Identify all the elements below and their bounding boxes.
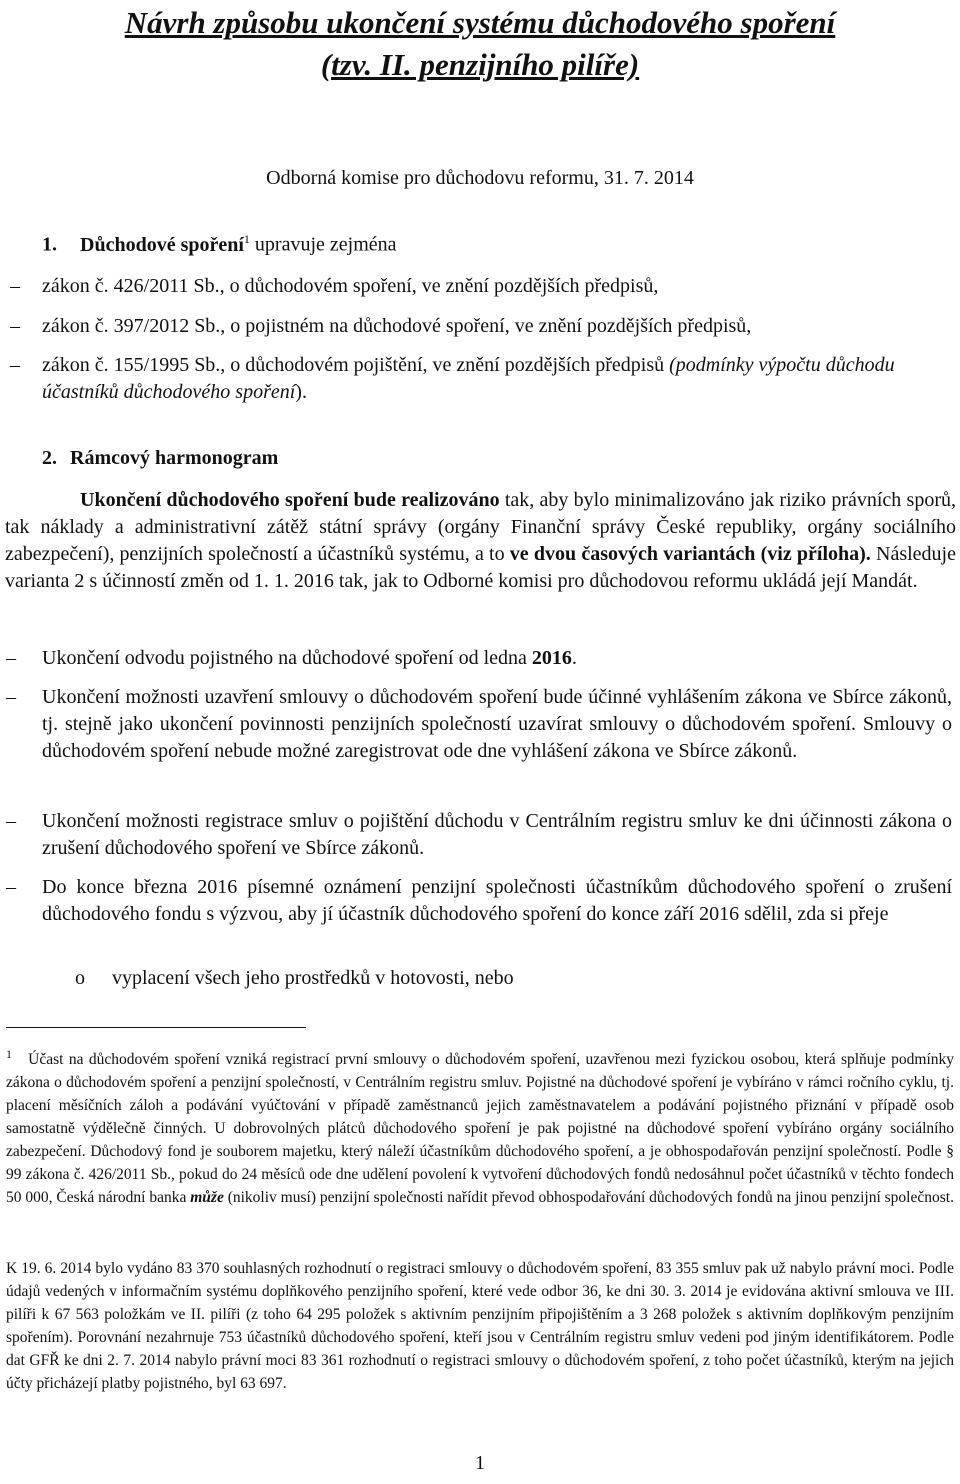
bullet-text: Ukončení možnosti uzavření smlouvy o důchodovém spoření bude účinné vyhlášením zákona ve Sbírce zákonů, tj. stejně jako ukončení povinnosti penzijních společností uzavírat smlouvy o důchodovém spoření. Smlouvy o důchodovém spoření nebude možné zaregistrovat ode dne vyhlášení zákona ve Sbírce zákonů.	[42, 686, 952, 762]
section-1-title: Důchodové spoření	[80, 233, 244, 256]
footnote-separator	[6, 1027, 306, 1028]
bullet-text: Ukončení možnosti registrace smluv o pojištění důchodu v Centrálním registru smluv ke dni účinnosti zákona o zrušení důchodového spoření ve Sbírce zákonů.	[42, 810, 952, 859]
title-line-1: Návrh způsobu ukončení systému důchodového spoření	[124, 5, 836, 40]
footnote-ref-1: 1	[243, 232, 250, 246]
law-item-2: – zákon č. 397/2012 Sb., o pojistném na důchodové spoření, ve znění pozdějších předpisů,	[10, 313, 950, 340]
sub-bullet-marker: o	[75, 967, 85, 989]
section-1-number: 1.	[42, 233, 57, 256]
section-2-number: 2.	[42, 447, 57, 469]
footnote-1-paragraph-1: $^1$ Účast na důchodovém spoření vzniká registrací první smlouvy o důchodovém spoření, uzavřenou mezi fyzickou osobou, která splňuje podmínky zákona o důchodovém spoření a penzijní společností, v Centrálním registru smluv. Pojistné na důchodové spoření je vybíráno v rámci ročního cyklu, tj. placení měsíčních záloh a podávání vyúčtování v případě zaměstnanců jejich zaměstnavatelem a podávání pojistného přiznání v případě osob samostatně výdělečně činných. U dobrovolných plátců důchodového spoření je pak pojistné na důchodové spoření vybíráno orgány sociálního zabezpečení. Důchodový fond je souborem majetku, který náleží účastníkům důchodového spoření, a je obhospodařován penzijní společností. Podle § 99 zákona č. 426/2011 Sb., pokud do 24 měsíců ode dne udělení povolení k vytvoření důchodových fondů nedosáhnul počet účastníků v těchto fondech 50 000, Česká národní banka může (nikoliv musí) penzijní společnosti nařídit převod obhospodařování důchodových fondů na jinou penzijní společnost.	[6, 1047, 954, 1207]
law-item-text: zákon č. 155/1995 Sb., o důchodovém pojištění, ve znění pozdějších předpisů	[42, 354, 665, 376]
bullet-item-1: – Ukončení odvodu pojistného na důchodové spoření od ledna 2016.	[6, 647, 577, 669]
section-2-title: Rámcový harmonogram	[70, 447, 279, 469]
document-title	[20, 2, 940, 86]
section-1-heading	[42, 232, 397, 257]
body-paragraph: Ukončení důchodového spoření bude realizováno tak, aby bylo minimalizováno jak riziko právních sporů, tak náklady a administrativní zátěž státní správy (orgány Finanční správy České republiky, orgány sociálního zabezpečení), penzijních společností a účastníků systému, a to ve dvou časových variantách (viz příloha). Následuje varianta 2 s účinností změn od 1. 1. 2016 tak, jak to Odborné komisi pro důchodovou reformu ukládá její Mandát.	[5, 489, 956, 592]
bullet-text: Do konce března 2016 písemné oznámení penzijní společnosti účastníkům důchodového spoření o zrušení důchodového fondu s výzvou, aby jí účastník důchodového spoření do konce září 2016 sdělil, zda si přeje	[42, 876, 952, 925]
footnote-mark: 1	[6, 1047, 12, 1061]
law-item-3: – zákon č. 155/1995 Sb., o důchodovém pojištění, ve znění pozdějších předpisů (podmínky výpočtu důchodu účastníků důchodového spoření).	[10, 354, 895, 403]
bullet-item-3: – Ukončení možnosti registrace smluv o pojištění důchodu v Centrálním registru smluv ke dni účinnosti zákona o zrušení důchodového spoření ve Sbírce zákonů.	[6, 808, 952, 862]
footnote-1-paragraph-2: K 19. 6. 2014 bylo vydáno 83 370 souhlasných rozhodnutí o registraci smlouvy o důchodovém spoření, 83 355 smluv pak už nabylo právní moci. Podle údajů vedených v informačním systému doplňkového penzijního spoření, které vede odbor 36, ke dni 30. 3. 2014 je evidována aktivní smlouva ve III. pilíři k 67 563 položkám ve II. pilíři (z toho 64 295 položek s aktivním penzijním připojištěním a 3 268 položek s aktivním doplňkovým penzijním spořením). Porovnání nezahrnuje 753 účastníků důchodového spoření, kteří jsou v Centrálním registru smluv vedeni pod jiným identifikátorem. Podle dat GFŘ ke dni 2. 7. 2014 nabylo právní moci 83 361 rozhodnutí o registraci smlouvy o důchodovém spoření, z toho počet účastníků, kterým na jejich účty přicházejí platby pojistného, byl 63 697.	[6, 1260, 954, 1392]
page-number: 1	[475, 1452, 485, 1474]
title-line-2: (tzv. II. penzijního pilíře)	[320, 47, 640, 82]
section-1-title-rest: upravuje zejména	[254, 233, 397, 256]
sub-bullet-item	[75, 967, 514, 990]
law-item-1: – zákon č. 426/2011 Sb., o důchodovém spoření, ve znění pozdějších předpisů,	[10, 273, 950, 300]
law-item-note: (podmínky výpočtu důchodu účastníků důchodového spoření	[42, 354, 895, 403]
bullet-item-4: – Do konce března 2016 písemné oznámení penzijní společnosti účastníkům důchodového spoření o zrušení důchodového fondu s výzvou, aby jí účastník důchodového spoření do konce září 2016 sdělil, zda si přeje	[6, 874, 952, 928]
document-subtitle: Odborná komise pro důchodovu reformu, 31. 7. 2014	[266, 167, 694, 189]
sub-bullet-text: vyplacení všech jeho prostředků v hotovosti, nebo	[112, 967, 514, 989]
law-item-text: zákon č. 426/2011 Sb., o důchodovém spoření, ve znění pozdějších předpisů,	[42, 275, 659, 297]
section-2-heading	[42, 447, 278, 470]
law-item-text: zákon č. 397/2012 Sb., o pojistném na důchodové spoření, ve znění pozdějších předpisů,	[42, 315, 752, 337]
bullet-item-2: – Ukončení možnosti uzavření smlouvy o důchodovém spoření bude účinné vyhlášením zákona ve Sbírce zákonů, tj. stejně jako ukončení povinnosti penzijních společností uzavírat smlouvy o důchodovém spoření. Smlouvy o důchodovém spoření nebude možné zaregistrovat ode dne vyhlášení zákona ve Sbírce zákonů.	[6, 684, 952, 765]
